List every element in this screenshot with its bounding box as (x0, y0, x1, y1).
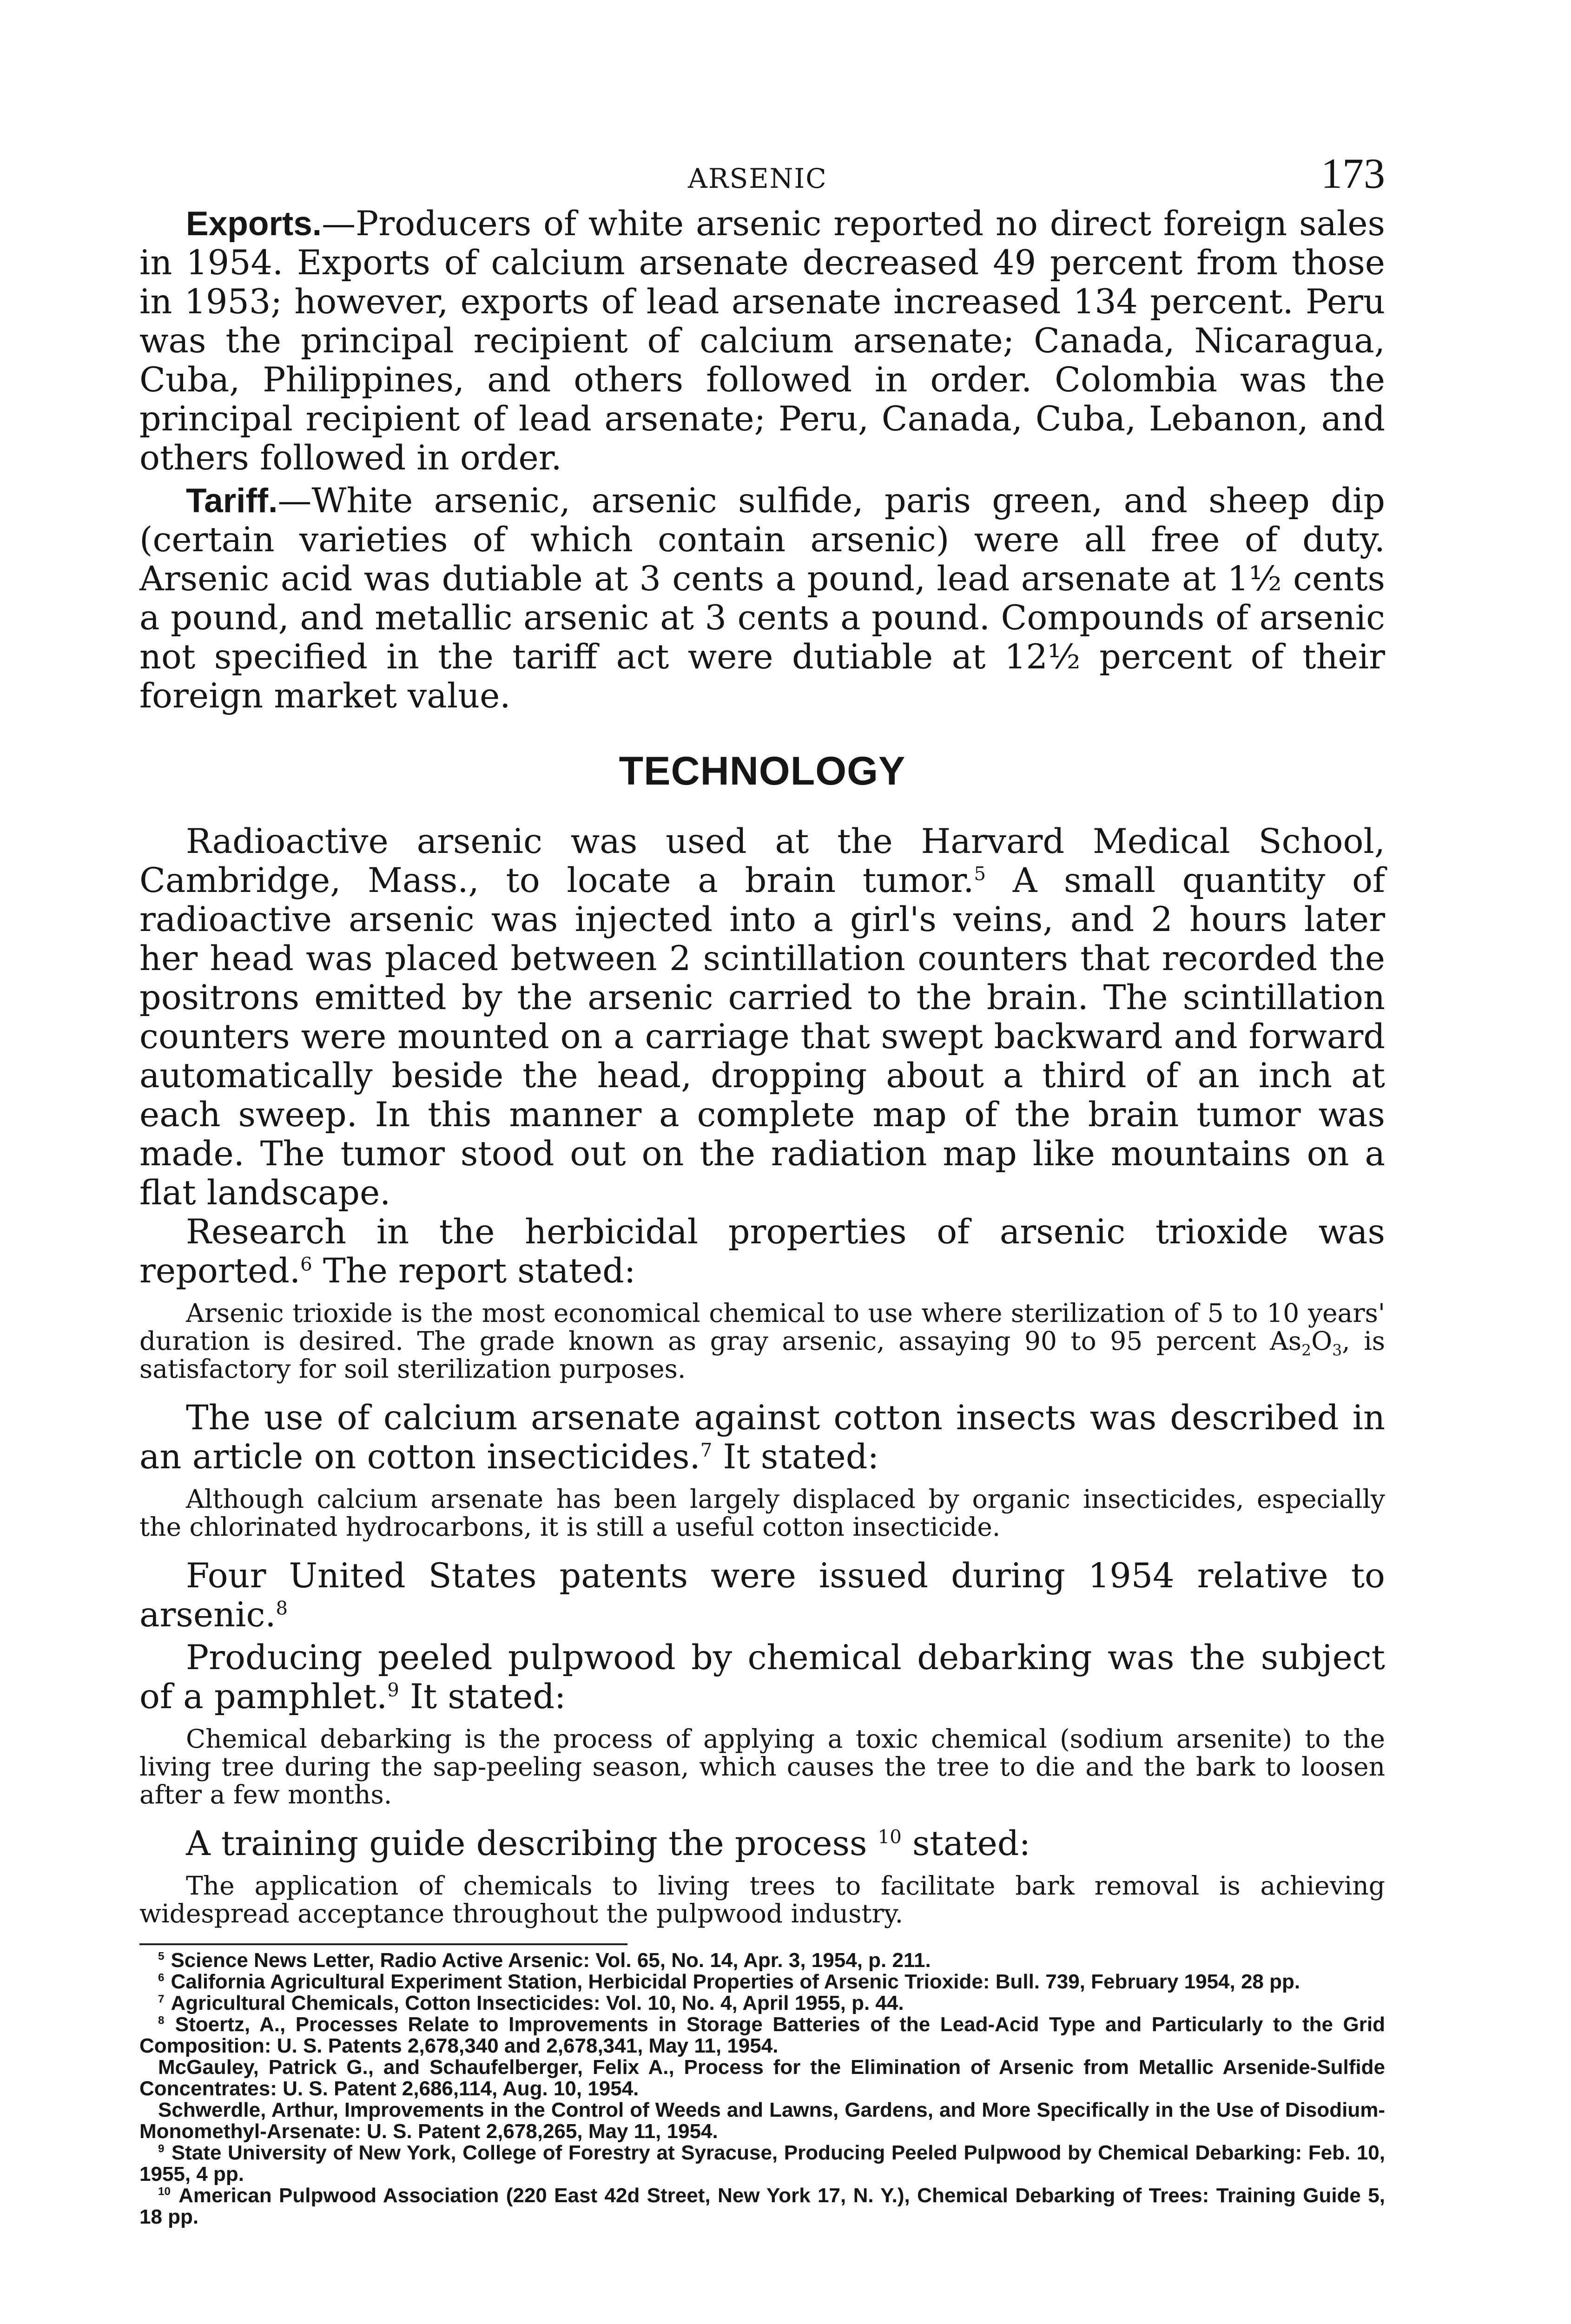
pulpwood-paragraph: Producing peeled pulpwood by chemical debarking was the subject of a pamphlet.$^9$ It stated: (139, 1638, 1385, 1717)
footnote-item: $^9$ State University of New York, College of Forestry at Syracuse, Producing Peeled Pulpwood by Chemical Debarking: Feb. 10, 1955, 4 pp. (139, 2141, 1385, 2185)
training-guide-paragraph: A training guide describing the process $^{10}$ stated: (186, 1824, 1031, 1863)
tariff-run-in: Tariff. (186, 482, 278, 520)
footnote-item: McGauley, Patrick G., and Schaufelberger, Felix A., Process for the Elimination of Arsenic from Metallic Arsenide-Sulfide Concentrates: U. S. Patent 2,686,114, Aug. 10, 1954. (139, 2056, 1385, 2100)
footnotes (139, 1950, 1385, 2228)
footnote-item: Schwerdle, Arthur, Improvements in the Control of Weeds and Lawns, Gardens, and More Specifically in the Use of Disodium-Monomethyl-Arsenate: U. S. Patent 2,678,265, May 11, 1954. (139, 2099, 1385, 2143)
running-title: ARSENIC (688, 163, 827, 194)
footnote-item: $^8$ Stoertz, A., Processes Relate to Improvements in Storage Batteries of the Lead-Acid Type and Particularly to the Grid Composition: U. S. Patents 2,678,340 and 2,678,341, May 11, 1954. (139, 2013, 1385, 2057)
footnote-item: $^{10}$ American Pulpwood Association (220 East 42d Street, New York 17, N. Y.), Chemical Debarking of Trees: Training Guide 5, 18 pp. (139, 2184, 1385, 2228)
patents-paragraph: Four United States patents were issued during 1954 relative to arsenic.$^8$ (139, 1556, 1385, 1635)
calcium-arsenate-paragraph: The use of calcium arsenate against cotton insects was described in an article on cotton insecticides.$^7$ It stated: (139, 1398, 1385, 1477)
quote-cotton-insecticide: Although calcium arsenate has been largely displaced by organic insecticides, especially the chlorinated hydrocarbons, it is still a useful cotton insecticide. (139, 1484, 1385, 1542)
section-heading-technology: TECHNOLOGY (619, 749, 906, 793)
page-header (139, 135, 1385, 205)
footnote-ref-9: 9 (387, 1679, 399, 1701)
page (139, 135, 1385, 2228)
herbicidal-research-paragraph: Research in the herbicidal properties of arsenic trioxide was reported.$^6$ The report stated: (139, 1212, 1385, 1291)
tariff-text: —White arsenic, arsenic sulfide, paris green, and sheep dip (certain varieties of which contain arsenic) were all free of duty. Arsenic acid was dutiable at 3 cents a pound, lead arsenate at 1½ cents a pound, and metallic arsenic at 3 cents a pound. Compounds of arsenic not specified in the tariff act were dutiable at 12½ percent of their foreign market value. (139, 481, 1385, 716)
quote-chemical-debarking: Chemical debarking is the process of applying a toxic chemical (sodium arsenite) to the living tree during the sap-peeling season, which causes the tree to die and the bark to loosen after a few months. (139, 1724, 1385, 1809)
tariff-paragraph (139, 482, 1385, 716)
quote-bark-removal: The application of chemicals to living trees to facilitate bark removal is achieving widespread acceptance throughout the pulpwood industry. (139, 1871, 1385, 1928)
footnote-item: $^5$ Science News Letter, Radio Active Arsenic: Vol. 65, No. 14, Apr. 3, 1954, p. 211. (158, 1949, 931, 1972)
footnote-ref-5: 5 (974, 863, 986, 885)
radioactive-arsenic-paragraph: Radioactive arsenic was used at the Harvard Medical School, Cambridge, Mass., to locate a brain tumor.$^5$ A small quantity of radioactive arsenic was injected into a girl's veins, and 2 hours later her head was placed between 2 scintillation counters that recorded the positrons emitted by the arsenic carried to the brain. The scintillation counters were mounted on a carriage that swept backward and forward automatically beside the head, dropping about a third of an inch at each sweep. In this manner a complete map of the brain tumor was made. The tumor stood out on the radiation map like mountains on a flat landscape. (139, 822, 1385, 1213)
footnote-ref-7: 7 (700, 1439, 713, 1461)
footnote-ref-10: 10 (878, 1826, 902, 1848)
footnote-item: $^7$ Agricultural Chemicals, Cotton Insecticides: Vol. 10, No. 4, April 1955, p. 44. (158, 1992, 904, 2014)
footnote-divider (139, 1943, 627, 1945)
footnote-ref-8: 8 (276, 1598, 288, 1619)
exports-paragraph (139, 205, 1385, 478)
exports-text: —Producers of white arsenic reported no direct foreign sales in 1954. Exports of calcium arsenate decreased 49 percent from those in 1953; however, exports of lead arsenate increased 134 percent. Peru was the principal recipient of calcium arsenate; Canada, Nicaragua, Cuba, Philippines, and others followed in order. Colombia was the principal recipient of lead arsenate; Peru, Canada, Cuba, Lebanon, and others followed in order. (139, 204, 1385, 478)
footnote-ref-6: 6 (300, 1254, 312, 1275)
footnote-item: $^6$ California Agricultural Experiment Station, Herbicidal Properties of Arsenic Trioxide: Bull. 739, February 1954, 28 pp. (158, 1970, 1300, 1993)
exports-run-in: Exports. (186, 205, 322, 243)
quote-arsenic-trioxide: Arsenic trioxide is the most economical chemical to use where sterilization of 5 to 10 years' duration is desired. The grade known as gray arsenic, assaying 90 to 95 percent $As_2O_3$, is satisfactory for soil sterilization purposes. (139, 1298, 1386, 1384)
page-number: 173 (1321, 150, 1385, 197)
